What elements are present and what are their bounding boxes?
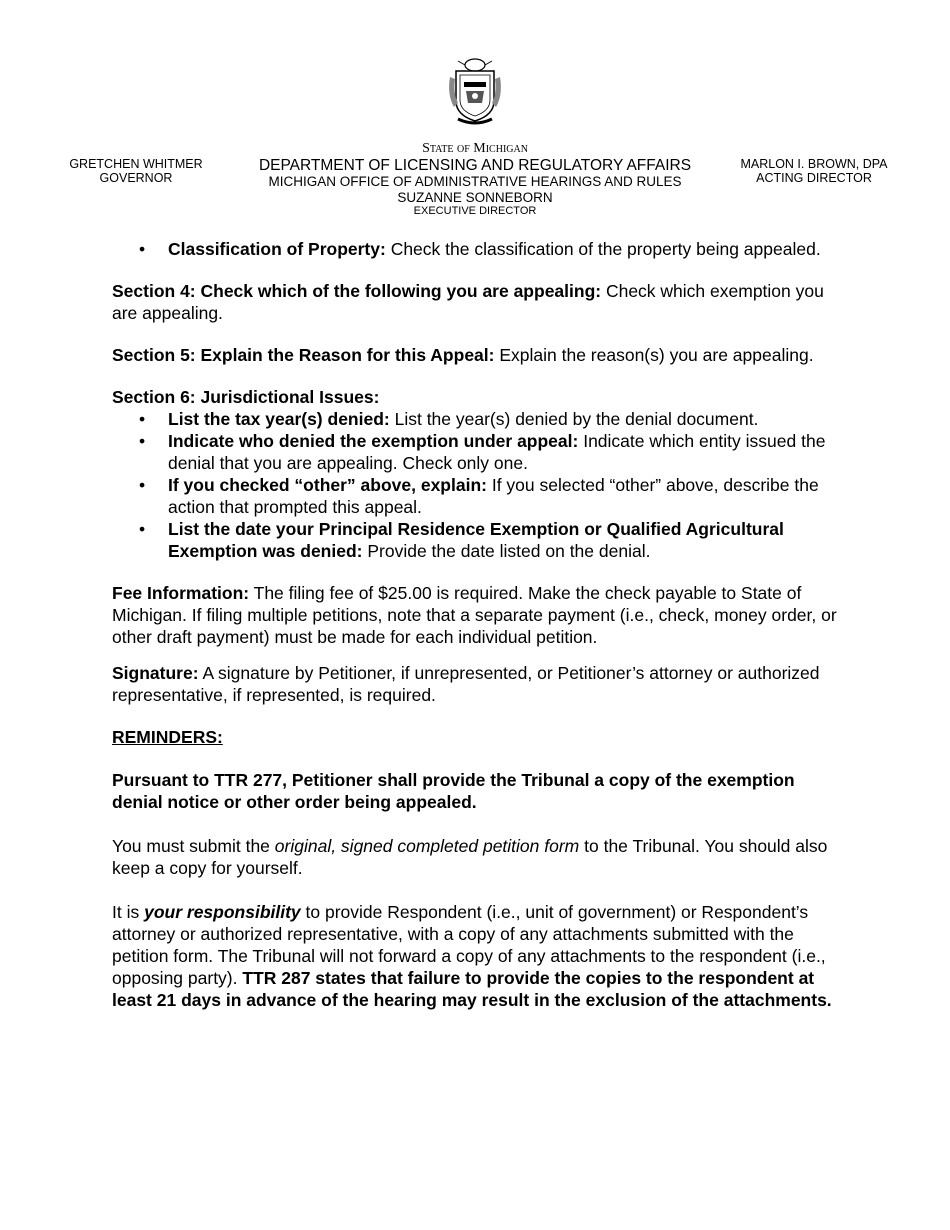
- item-text: Provide the date listed on the denial.: [362, 541, 651, 561]
- fee-text: The filing fee of $25.00 is required. Make the check payable to State of Michigan. If filing multiple petitions, note that a separate payment (i.e., check, money order, or other draft payment) must be made for each individual petition.: [112, 583, 837, 647]
- list-item: [112, 430, 842, 474]
- reminders-heading: [112, 726, 842, 748]
- ttr-277-notice: [112, 769, 842, 813]
- list-item: [112, 408, 842, 430]
- signature-text: A signature by Petitioner, if unrepresented, or Petitioner’s attorney or authorized representative, if represented, is required.: [112, 663, 820, 705]
- executive-director-name: SUZANNE SONNEBORN: [397, 190, 553, 205]
- item-label: List the tax year(s) denied:: [168, 409, 390, 429]
- governor-name: GRETCHEN WHITMER: [69, 157, 203, 171]
- section-5: [112, 344, 842, 366]
- reminders-heading-text: REMINDERS:: [112, 727, 223, 747]
- director-block: [734, 157, 894, 185]
- item-text: If you selected “other” above, describe the action that prompted this appeal.: [168, 475, 819, 517]
- submit-emphasis: original, signed completed petition form: [274, 836, 580, 856]
- responsibility-reminder: [112, 901, 842, 1011]
- department-name: DEPARTMENT OF LICENSING AND REGULATORY AFFAIRS: [258, 157, 692, 174]
- item-label: Indicate who denied the exemption under appeal:: [168, 431, 579, 451]
- classification-text: Check the classification of the property being appealed.: [385, 239, 821, 259]
- item-text: List the year(s) denied by the denial document.: [389, 409, 759, 429]
- fee-information: [112, 582, 842, 648]
- ttr-277-text: Pursuant to TTR 277, Petitioner shall provide the Tribunal a copy of the exemption denial notice or other order being appealed.: [112, 770, 795, 812]
- governor-title: GOVERNOR: [99, 171, 173, 185]
- section-4: [112, 280, 842, 324]
- submit-text-b: to the Tribunal. You should also keep a copy for yourself.: [112, 836, 828, 878]
- office-name: MICHIGAN OFFICE OF ADMINISTRATIVE HEARINGS AND RULES: [268, 174, 682, 189]
- section-4-label: Section 4: Check which of the following you are appealing:: [112, 281, 602, 301]
- fee-label: Fee Information:: [112, 583, 250, 603]
- list-item: [112, 518, 842, 562]
- governor-block: [56, 157, 216, 185]
- classification-list: [112, 238, 842, 260]
- item-text: Indicate which entity issued the denial that you are appealing. Check only one.: [168, 431, 826, 473]
- acting-director-title: ACTING DIRECTOR: [756, 171, 872, 185]
- section-5-label: Section 5: Explain the Reason for this Appeal:: [112, 345, 495, 365]
- classification-label: Classification of Property:: [168, 239, 386, 259]
- acting-director-name: MARLON I. BROWN, DPA: [740, 157, 888, 171]
- section-6-heading: [112, 386, 842, 408]
- list-item: [112, 474, 842, 518]
- section-4-text: Check which exemption you are appealing.: [112, 281, 824, 323]
- section-6-list: [112, 408, 842, 562]
- submit-reminder: [112, 835, 842, 879]
- item-label: If you checked “other” above, explain:: [168, 475, 487, 495]
- signature-label: Signature:: [112, 663, 199, 683]
- signature-info: [112, 662, 842, 706]
- section-6-heading-text: Section 6: Jurisdictional Issues:: [112, 387, 380, 407]
- state-name: State of Michigan: [422, 141, 528, 156]
- submit-text-a: You must submit the: [112, 836, 275, 856]
- list-item: [112, 238, 842, 260]
- item-label: List the date your Principal Residence Exemption or Qualified Agricultural Exemption was denied:: [168, 519, 784, 561]
- ttr-287-warning: TTR 287 states that failure to provide the copies to the respondent at least 21 days in advance of the hearing may result in the exclusion of the attachments.: [112, 968, 832, 1010]
- resp-text-b: to provide Respondent (i.e., unit of government) or Respondent’s attorney or authorized representative, with a copy of any attachments submitted with the petition form. The Tribunal will not forward a copy of any attachments to the respondent (i.e., opposing party).: [112, 902, 826, 988]
- michigan-seal-icon: [444, 55, 506, 127]
- instructions-body: [112, 238, 842, 1011]
- agency-block: [225, 140, 725, 218]
- resp-emphasis: your responsibility: [144, 902, 301, 922]
- resp-text-a: It is: [112, 902, 145, 922]
- section-5-text: Explain the reason(s) you are appealing.: [494, 345, 814, 365]
- executive-director-title: EXECUTIVE DIRECTOR: [413, 205, 537, 217]
